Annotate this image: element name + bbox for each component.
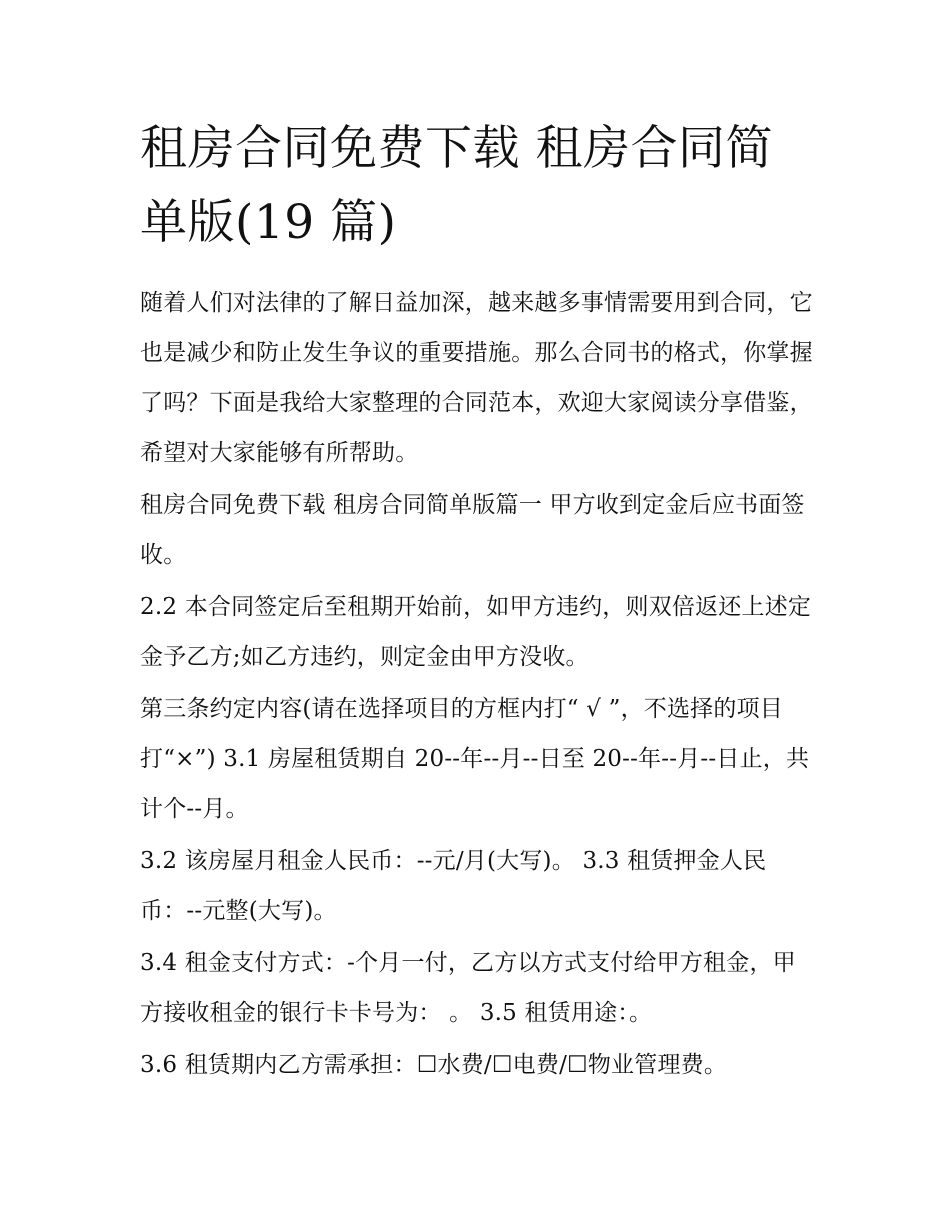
paragraph-clause-3-4: 3.4 租金支付方式：-个月一付，乙方以方式支付给甲方租金，甲方接收租金的银行卡卡号为： 。 3.5 租赁用途：。 xyxy=(140,950,796,1026)
document-title: 租房合同免费下载 租房合同简单版(19 篇) xyxy=(140,121,773,250)
paragraph-clause-3-2: 3.2 该房屋月租金人民币：--元/月(大写)。 3.3 租赁押金人民币：--元整(大写)。 xyxy=(140,848,767,924)
intro-paragraph: 随着人们对法律的了解日益加深，越来越多事情需要用到合同，它也是减少和防止发生争议的重要措施。那么合同书的格式，你掌握了吗？下面是我给大家整理的合同范本，欢迎大家阅读分享借鉴，希望对大家能够有所帮助。 xyxy=(140,290,813,466)
paragraph-article-3: 第三条约定内容(请在选择项目的方框内打“ √ ”，不选择的项目打“×”) 3.1 房屋租赁期自 20--年--月--日至 20--年--月--日止，共计个--月。 xyxy=(140,696,810,822)
document-body xyxy=(140,278,815,1092)
paragraph-clause-3-6: 3.6 租赁期内乙方需承担：☐水费/☐电费/☐物业管理费。 xyxy=(140,1052,728,1078)
paragraph-deposit-receipt: 租房合同免费下载 租房合同简单版篇一 甲方收到定金后应书面签收。 xyxy=(140,492,805,568)
paragraph-clause-2-2: 2.2 本合同签定后至租期开始前，如甲方违约，则双倍返还上述定金予乙方;如乙方违约，则定金由甲方没收。 xyxy=(140,594,812,670)
